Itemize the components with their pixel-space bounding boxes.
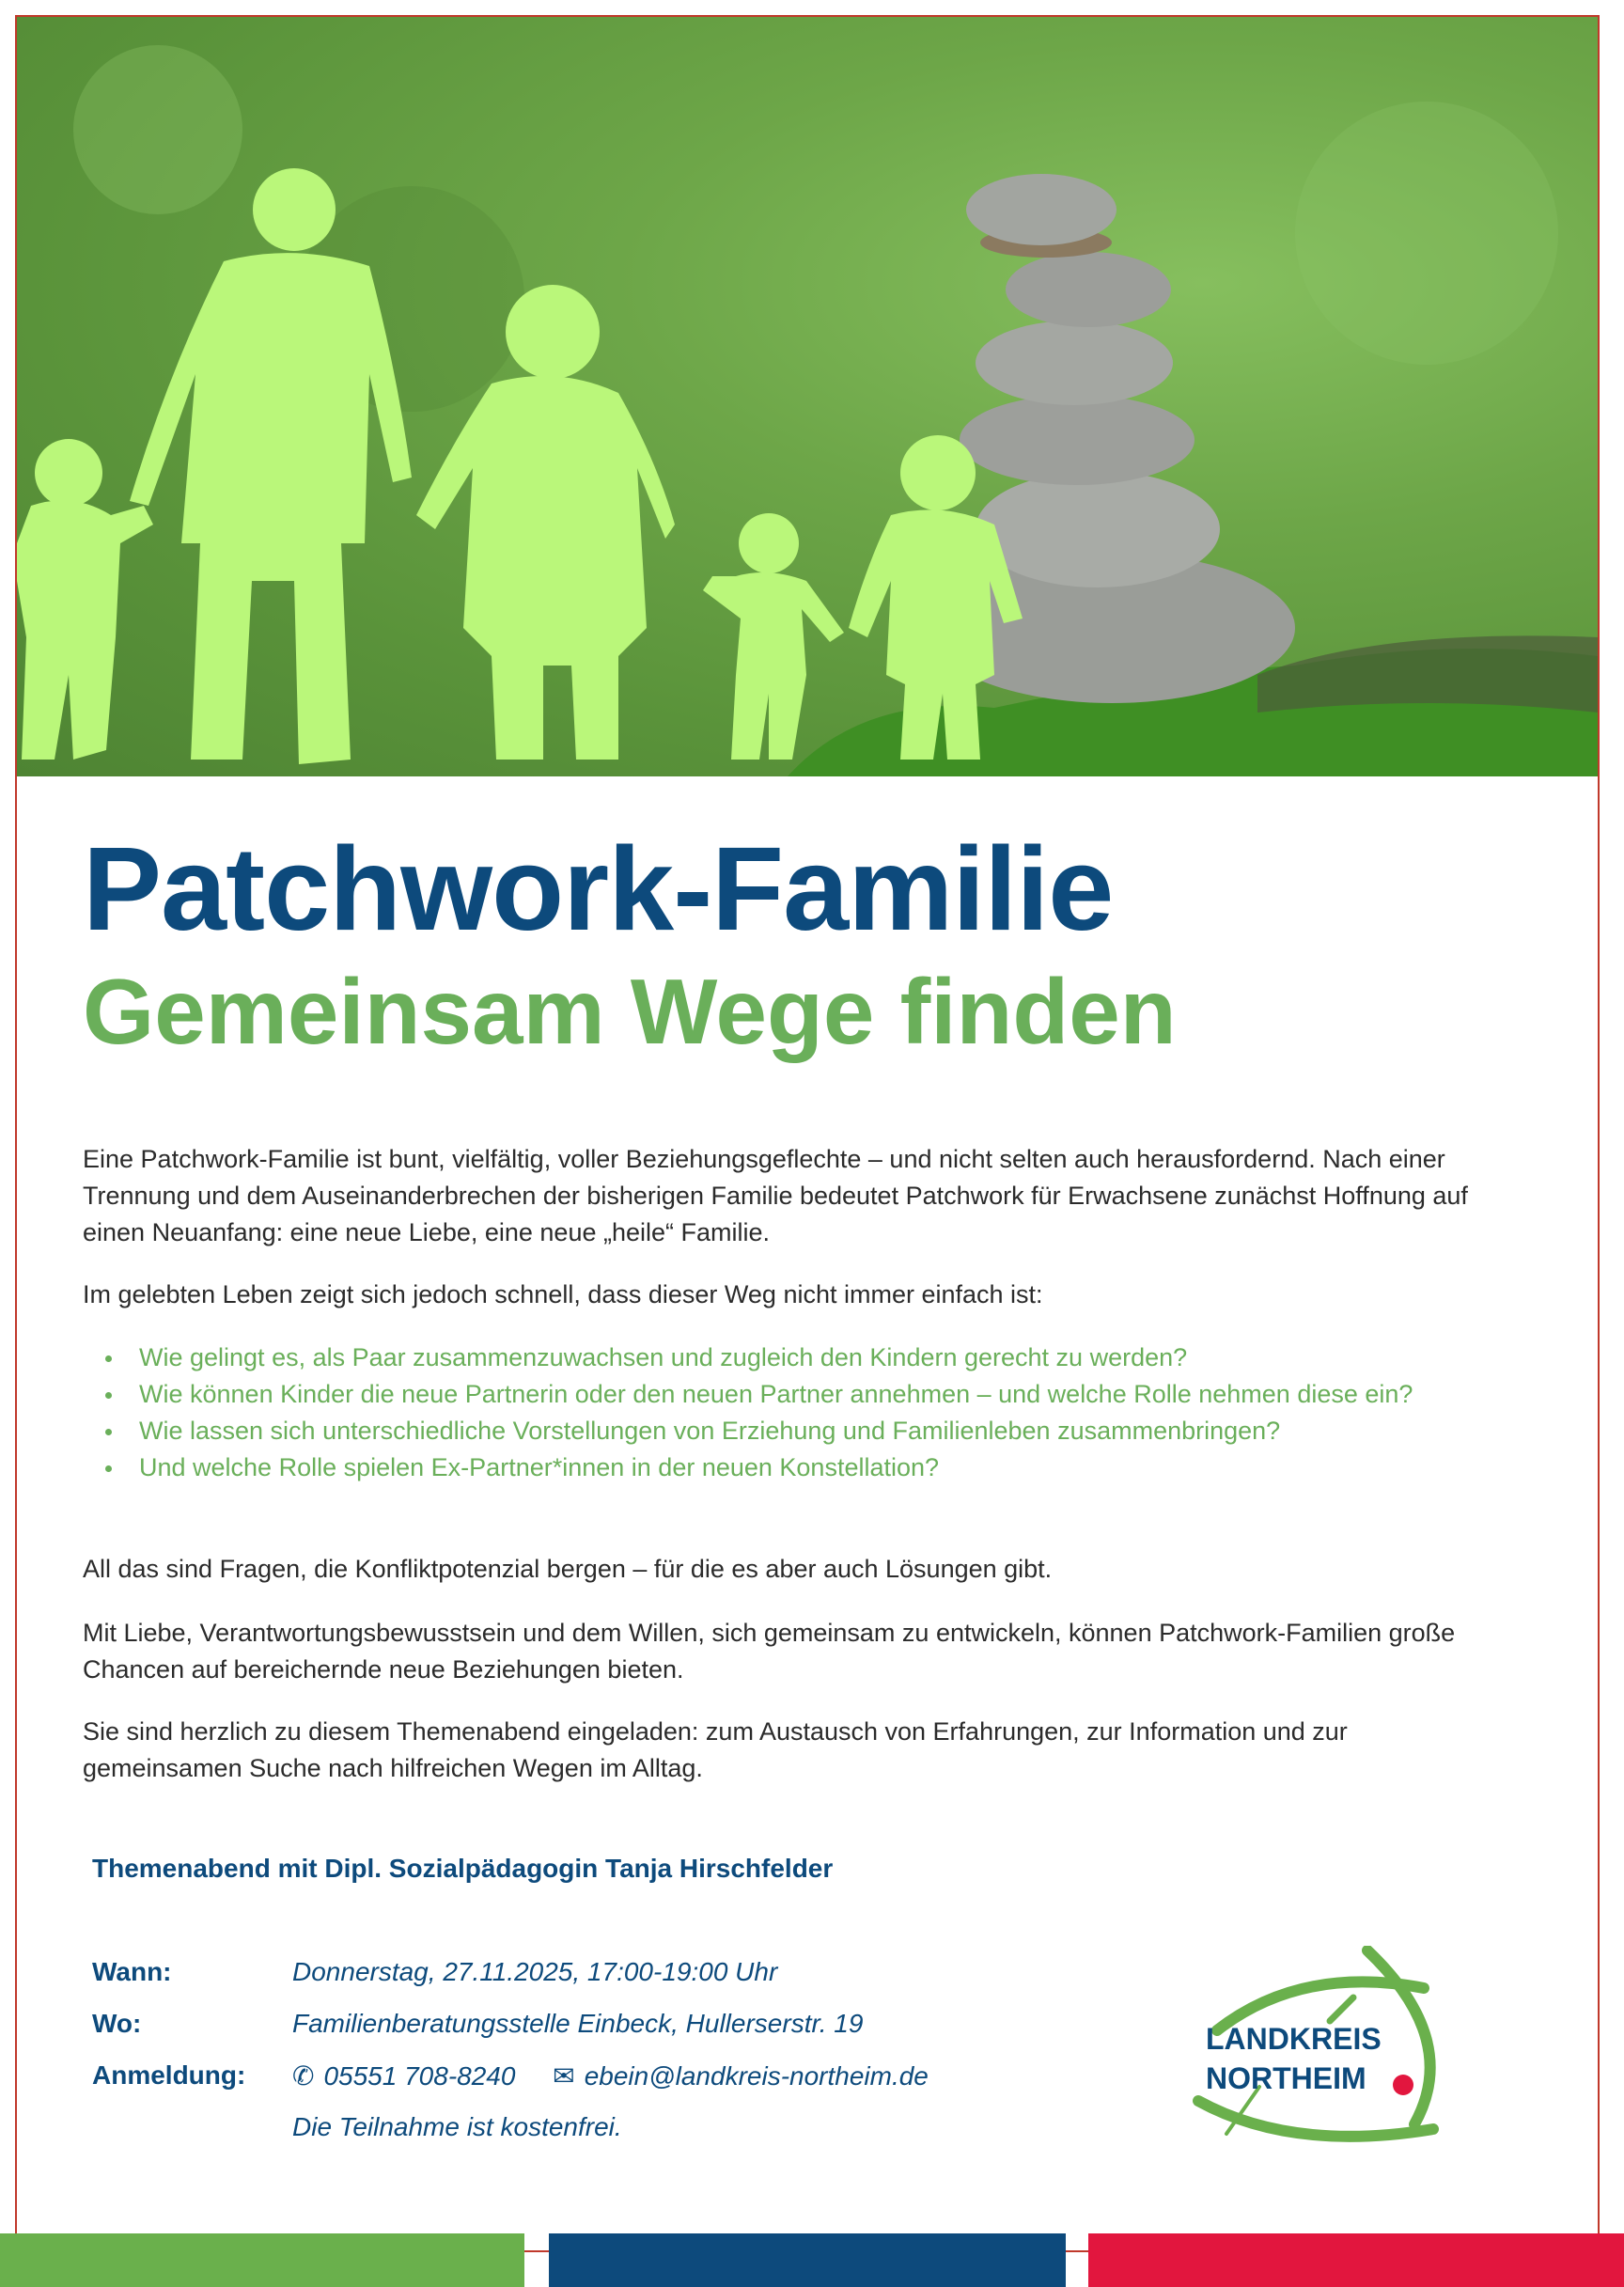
- footer-bar-blue: [549, 2233, 1066, 2287]
- bullet-icon: [105, 1429, 112, 1435]
- family-silhouettes: [17, 168, 1023, 764]
- bullet-icon: [105, 1465, 112, 1472]
- where-label: Wo:: [92, 2009, 142, 2038]
- header: [83, 822, 1492, 1068]
- question-text: Wie lassen sich unterschiedliche Vorstellungen von Erziehung und Familienleben zusammenbringen?: [139, 1417, 1281, 1445]
- logo-line1: LANDKREIS: [1206, 2022, 1382, 2056]
- question-text: Wie gelingt es, als Paar zusammenzuwachsen und zugleich den Kindern gerecht zu werden?: [139, 1343, 1188, 1371]
- where-value: Familienberatungsstelle Einbeck, Hullerserstr. 19: [292, 2009, 864, 2038]
- phone-link[interactable]: 05551 708-8240: [323, 2061, 516, 2091]
- bokeh: [73, 45, 242, 214]
- email-link[interactable]: ebein@landkreis-northeim.de: [584, 2061, 929, 2091]
- landkreis-northeim-logo: [1189, 1946, 1480, 2153]
- question-list: [83, 1339, 1492, 1486]
- invitation-paragraph: Sie sind herzlich zu diesem Themenabend eingeladen: zum Austausch von Erfahrungen, zur Information und zur gemeinsamen Suche nach hilfreichen Wegen im Alltag.: [83, 1717, 1348, 1782]
- event-title: Themenabend mit Dipl. Sozialpädagogin Tanja Hirschfelder: [92, 1854, 834, 1883]
- list-item: [83, 1413, 1492, 1449]
- list-item: [83, 1449, 1492, 1486]
- registration-label: Anmeldung:: [92, 2060, 246, 2090]
- list-item: [83, 1339, 1492, 1376]
- hero-illustration: [17, 17, 1598, 776]
- bokeh: [1295, 102, 1558, 365]
- logo-dot: [1393, 2075, 1413, 2095]
- question-text: Und welche Rolle spielen Ex-Partner*innen in der neuen Konstellation?: [139, 1453, 940, 1481]
- log: [1257, 635, 1598, 713]
- chances-paragraph: Mit Liebe, Verantwortungsbewusstsein und dem Willen, sich gemeinsam zu entwickeln, können Patchwork-Familien große Chancen auf bereichernde neue Beziehungen bieten.: [83, 1619, 1456, 1684]
- when-value: Donnerstag, 27.11.2025, 17:00-19:00 Uhr: [292, 1957, 778, 1986]
- list-item: [83, 1376, 1492, 1413]
- logo-swoosh-icon: [1189, 1946, 1480, 2153]
- page-subtitle: Gemeinsam Wege finden: [83, 960, 1177, 1064]
- phone-icon: ✆: [292, 2061, 315, 2091]
- question-text: Wie können Kinder die neue Partnerin oder den neuen Partner annehmen – und welche Rolle nehmen diese ein?: [139, 1380, 1413, 1408]
- lead-paragraph: Im gelebten Leben zeigt sich jedoch schnell, dass dieser Weg nicht immer einfach ist:: [83, 1280, 1043, 1308]
- envelope-icon: ✉: [553, 2061, 575, 2091]
- footer-bar-green: [0, 2233, 524, 2287]
- footer-bar-red: [1088, 2233, 1624, 2287]
- registration-value: [292, 2060, 929, 2091]
- hero-image: [17, 17, 1598, 776]
- page-title: Patchwork-Familie: [83, 822, 1114, 955]
- logo-line2: NORTHEIM: [1206, 2061, 1366, 2095]
- free-note: Die Teilnahme ist kostenfrei.: [292, 2112, 622, 2141]
- intro-paragraph: Eine Patchwork-Familie ist bunt, vielfältig, voller Beziehungsgeflechte – und nicht selten auch herausfordernd. Nach einer Trennung und dem Auseinanderbrechen der bisherigen Familie bedeutet Patchwork für Erwachsene zunächst Hoffnung auf einen Neuanfang: eine neue Liebe, eine neue „heile“ Familie.: [83, 1145, 1468, 1246]
- conflict-paragraph: All das sind Fragen, die Konfliktpotenzial bergen – für die es aber auch Lösungen gibt.: [83, 1555, 1053, 1583]
- bullet-icon: [105, 1355, 112, 1362]
- bullet-icon: [105, 1392, 112, 1399]
- when-label: Wann:: [92, 1957, 172, 1986]
